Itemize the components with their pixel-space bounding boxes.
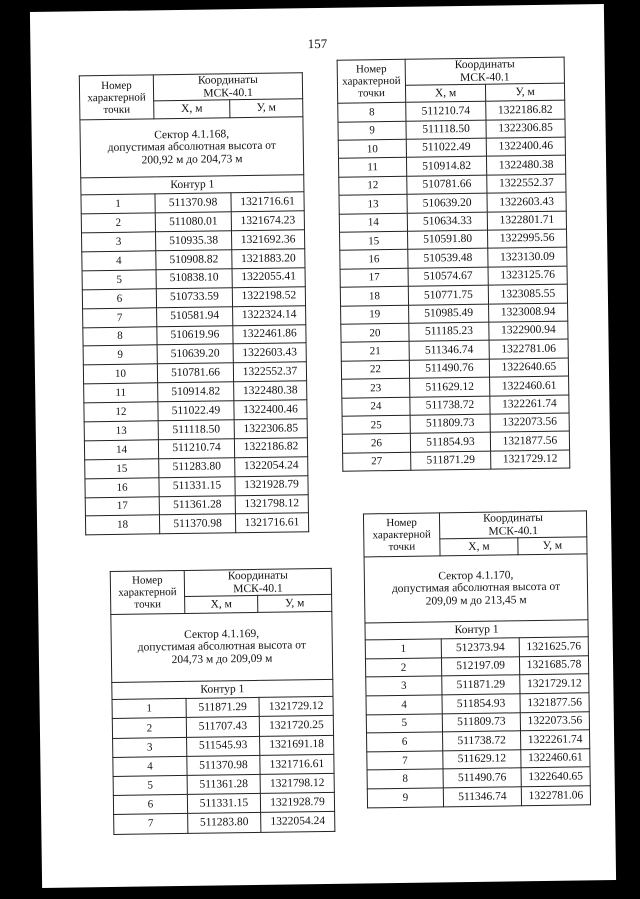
y-coordinate: 1321716.61 [235,513,308,533]
sector-line: допустимая абсолютная высота от [107,140,276,155]
point-number: 2 [81,213,155,233]
y-coordinate: 1322480.38 [234,381,307,401]
y-coordinate: 1321716.61 [231,192,304,212]
header-line: точки [358,87,385,100]
x-coordinate: 511871.29 [186,698,259,718]
x-coordinate: 510591.80 [408,230,488,250]
x-coordinate: 511022.49 [158,401,234,421]
x-coordinate: 511738.72 [410,396,490,416]
y-coordinate: 1323125.76 [488,266,567,285]
header-line: МСК-40.1 [460,70,510,84]
point-number: 5 [82,270,156,290]
x-coordinate: 511346.74 [409,341,489,361]
y-coordinate: 1322640.65 [489,358,568,377]
point-number: 23 [342,378,410,397]
point-number: 18 [85,515,159,535]
y-coordinate: 1322900.94 [489,321,568,340]
point-number: 4 [82,251,156,271]
header-line: характерной [118,586,177,599]
point-number: 14 [339,213,407,232]
header-line: Номер [386,516,417,530]
coordinates-header [439,511,586,539]
point-number-header [79,75,154,120]
point-number: 12 [84,402,158,422]
y-coordinate: 1321729.12 [259,697,333,717]
document-page [30,4,616,888]
point-number: 4 [113,756,187,776]
x-coordinate: 511361.28 [187,774,260,794]
y-coordinate: 1321798.12 [260,773,334,793]
point-number: 1 [81,194,155,214]
y-coordinate: 1323130.09 [488,247,567,266]
point-number: 8 [338,103,406,122]
y-coordinate: 1321877.56 [490,431,569,450]
x-coordinate: 510985.49 [409,304,489,324]
header-line: МСК-40.1 [488,524,539,538]
coordinates-header [184,568,331,596]
x-coordinate: 511871.29 [442,675,520,695]
y-coordinate: 1322603.43 [233,343,306,363]
header-line: точки [134,598,162,611]
x-coordinate: 511210.74 [406,101,486,121]
table-row [85,513,308,535]
y-coordinate: 1322640.65 [521,767,590,787]
header-line: МСК-40.1 [203,86,253,100]
point-number: 14 [84,440,158,460]
y-coordinate: 1322186.82 [234,438,307,458]
header-line: Номер [101,79,132,92]
x-coordinate: 511809.73 [410,414,490,434]
point-number: 13 [84,421,158,441]
y-coordinate: 1321877.56 [520,693,589,713]
point-number: 9 [83,345,157,365]
x-column-header: X, м [440,538,518,556]
x-column-header: X, м [405,84,485,102]
sector-line: 204,73 м до 209,09 м [171,652,273,667]
header-line: характерной [87,91,146,104]
table-row [343,450,570,472]
x-coordinate: 511331.15 [187,794,260,814]
point-number: 16 [85,477,159,497]
header-line: точки [103,103,131,116]
x-coordinate: 511185.23 [409,322,489,342]
y-coordinate: 1322460.61 [521,749,590,769]
point-number: 8 [367,769,443,789]
x-coordinate: 510574.67 [408,267,488,287]
sector-line: Сектор 4.1.170, [438,569,514,583]
point-number: 11 [84,383,158,403]
x-coordinate: 510838.10 [156,269,232,289]
y-coordinate: 1321928.79 [235,475,308,495]
header-line: характерной [372,528,431,542]
point-number: 7 [83,307,157,327]
x-coordinate: 511331.15 [159,476,235,496]
x-coordinate: 511490.76 [409,359,489,379]
coordinates-table-sector-170 [363,510,591,808]
x-coordinate: 510781.66 [157,363,233,383]
y-coordinate: 1322073.56 [490,413,569,432]
point-number: 4 [366,695,442,715]
point-number: 6 [113,795,187,815]
x-coordinate: 511370.98 [187,755,260,775]
point-number-header [337,59,406,103]
y-coordinate: 1322480.38 [486,156,565,175]
y-coordinate: 1322055.41 [232,268,305,288]
x-coordinate: 511629.12 [443,750,521,770]
point-number: 17 [340,268,408,287]
point-number: 12 [339,176,407,195]
point-number: 17 [85,496,159,516]
point-number: 7 [367,751,443,771]
point-number-header [363,513,440,557]
coordinates-header [153,73,302,101]
y-coordinate: 1321729.12 [491,450,570,469]
sector-line: допустимая абсолютная высота от [137,639,306,655]
coordinates-table-sector-168 [79,72,309,535]
y-coordinate: 1321883.20 [232,249,305,269]
y-coordinate: 1322781.06 [521,786,590,806]
x-coordinate: 511545.93 [187,736,260,756]
y-coordinate: 1322073.56 [520,711,589,731]
header-line: Координаты [482,511,544,525]
x-coordinate: 510619.96 [157,325,233,345]
x-coordinate: 511854.93 [442,694,520,714]
y-column-header: У, м [258,595,332,613]
y-column-header: У, м [230,99,303,118]
point-number: 9 [367,788,443,808]
header-line: Номер [131,574,163,587]
y-coordinate: 1323085.55 [488,284,567,303]
x-coordinate: 511370.98 [155,193,231,213]
x-coordinate: 511022.49 [406,138,486,158]
header-line: Координаты [227,569,288,583]
point-number: 11 [338,158,406,177]
x-coordinate: 510634.33 [407,212,487,232]
y-coordinate: 1322261.74 [490,395,569,414]
point-number: 2 [112,718,186,738]
x-coordinate: 511118.50 [406,120,486,140]
y-coordinate: 1321625.76 [519,637,588,657]
y-coordinate: 1322603.43 [487,192,566,211]
y-coordinate: 1322781.06 [489,339,568,358]
y-coordinate: 1322552.37 [487,174,566,193]
y-coordinate: 1322324.14 [233,305,306,325]
x-coordinate: 511809.73 [442,712,520,732]
x-coordinate: 511490.76 [443,768,521,788]
header-line: характерной [342,74,401,88]
coordinates-table-sector-169 [110,568,336,835]
x-coordinate: 511346.74 [443,787,521,807]
page-number: 157 [307,35,328,52]
x-coordinate: 510639.20 [157,344,233,364]
y-coordinate: 1322801.71 [487,211,566,230]
point-number: 5 [366,714,442,734]
point-number: 1 [365,639,441,659]
sector-line: Сектор 4.1.169, [184,627,260,641]
header-line: Номер [355,63,387,76]
y-coordinate: 1322460.61 [490,376,569,395]
sector-line: 200,92 м до 204,73 м [141,153,243,167]
y-coordinate: 1321685.78 [519,656,588,676]
y-column-header: У, м [485,83,564,101]
point-number: 15 [340,231,408,250]
coordinates-header [405,57,564,85]
x-coordinate: 511629.12 [410,377,490,397]
sector-line: Сектор 4.1.168, [154,128,230,142]
x-coordinate: 511210.74 [158,439,234,459]
x-coordinate: 510935.38 [155,231,231,251]
x-coordinate: 510914.82 [158,382,234,402]
x-coordinate: 511283.80 [188,813,261,833]
x-column-header: X, м [185,596,258,614]
x-coordinate: 511361.28 [159,495,235,515]
point-number: 19 [341,305,409,324]
point-number: 3 [82,232,156,252]
x-coordinate: 510908.82 [156,250,232,270]
sector-line: 209,09 м до 213,45 м [425,594,527,608]
point-number: 27 [343,452,411,471]
point-number: 9 [338,121,406,140]
point-number: 22 [341,360,409,379]
x-coordinate: 512373.94 [441,638,519,658]
point-number: 10 [83,364,157,384]
table-row [367,786,590,808]
y-coordinate: 1322198.52 [232,286,305,306]
point-number: 16 [340,250,408,269]
y-coordinate: 1322261.74 [520,730,589,750]
y-coordinate: 1322306.85 [486,119,565,138]
y-coordinate: 1322461.86 [233,324,306,344]
x-coordinate: 510581.94 [157,306,233,326]
header-line: точки [388,540,416,554]
y-coordinate: 1322552.37 [233,362,306,382]
y-coordinate: 1322400.46 [486,137,565,156]
point-number: 18 [340,286,408,305]
table-row [114,812,335,834]
x-column-header: X, м [154,100,230,119]
y-coordinate: 1322054.24 [235,456,308,476]
point-number: 10 [338,139,406,158]
point-number: 15 [85,459,159,479]
point-number: 13 [339,195,407,214]
y-coordinate: 1323008.94 [489,303,568,322]
y-coordinate: 1322306.85 [234,419,307,439]
x-coordinate: 511738.72 [443,731,521,751]
coordinates-table-sector-168-continued [337,57,571,472]
header-line: Координаты [197,73,258,87]
point-number: 21 [341,342,409,361]
point-number-header [110,570,185,614]
x-coordinate: 512197.09 [441,657,519,677]
x-coordinate: 510639.20 [407,193,487,213]
x-coordinate: 510771.75 [408,285,488,305]
point-number: 26 [342,434,410,453]
x-coordinate: 511080.01 [155,212,231,232]
x-coordinate: 510539.48 [408,249,488,269]
y-coordinate: 1321716.61 [260,754,334,774]
point-number: 3 [366,676,442,696]
point-number: 3 [113,737,187,757]
x-coordinate: 510781.66 [407,175,487,195]
point-number: 6 [367,732,443,752]
x-coordinate: 511370.98 [159,514,235,534]
sector-caption [364,554,588,623]
y-coordinate: 1322186.82 [486,100,565,119]
point-number: 1 [112,699,186,719]
x-coordinate: 511118.50 [158,420,234,440]
x-coordinate: 511871.29 [411,451,491,471]
x-coordinate: 511283.80 [159,457,235,477]
sector-line: допустимая абсолютная высота от [391,581,561,596]
header-line: Координаты [454,58,515,72]
y-coordinate: 1321692.36 [231,230,304,250]
y-coordinate: 1321729.12 [520,674,589,694]
y-coordinate: 1322995.56 [488,229,567,248]
point-number: 7 [114,814,188,834]
x-coordinate: 510733.59 [156,287,232,307]
contour-label: Контур 1 [365,620,588,640]
point-number: 5 [113,775,187,795]
sector-caption [80,117,304,178]
contour-label: Контур 1 [112,680,333,700]
contour-label: Контур 1 [81,175,304,195]
y-coordinate: 1321720.25 [259,716,333,736]
x-coordinate: 511707.43 [186,717,259,737]
sector-caption [111,612,333,683]
point-number: 24 [342,397,410,416]
x-coordinate: 510914.82 [406,157,486,177]
x-coordinate: 511854.93 [410,432,490,452]
y-coordinate: 1321928.79 [260,793,334,813]
point-number: 25 [342,415,410,434]
point-number: 6 [82,289,156,309]
y-coordinate: 1322054.24 [261,812,335,832]
point-number: 20 [341,323,409,342]
point-number: 2 [365,658,441,678]
y-coordinate: 1321691.18 [260,735,334,755]
y-coordinate: 1322400.46 [234,400,307,420]
header-line: МСК-40.1 [233,582,283,595]
y-column-header: У, м [518,537,587,555]
point-number: 8 [83,326,157,346]
y-coordinate: 1321674.23 [231,211,304,231]
y-coordinate: 1321798.12 [235,494,308,514]
